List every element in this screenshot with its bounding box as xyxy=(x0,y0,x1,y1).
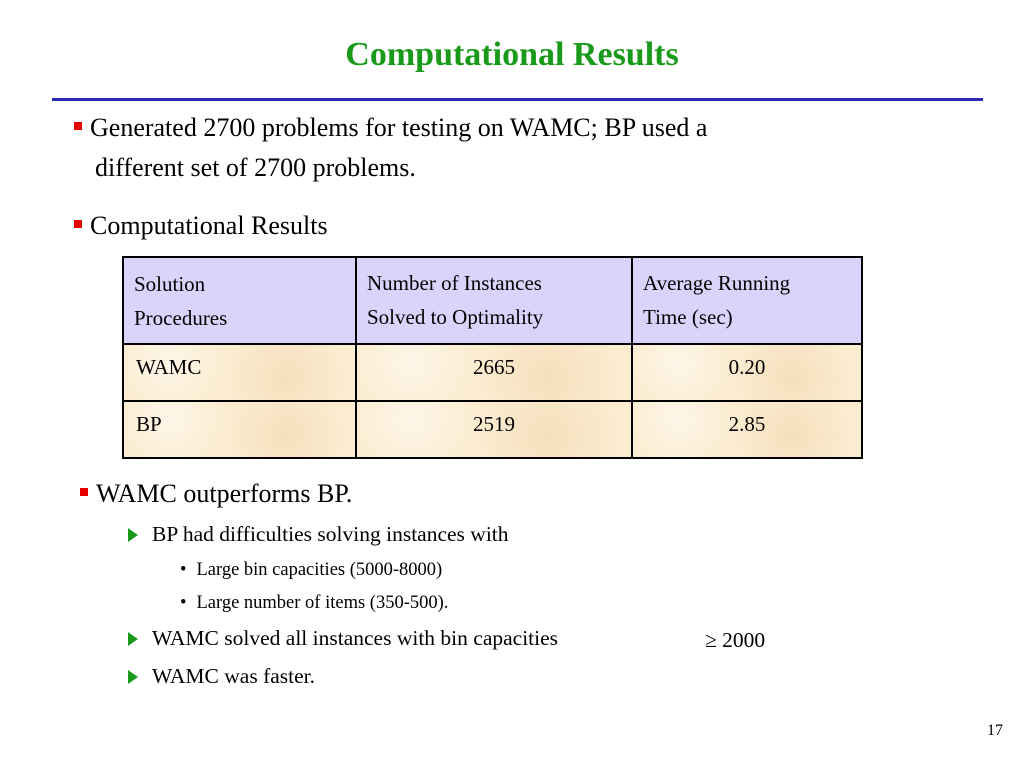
table-row xyxy=(123,344,862,401)
table-header-row xyxy=(123,257,862,344)
header-line: Procedures xyxy=(134,306,228,330)
table-row xyxy=(123,401,862,458)
sub-bullet-difficulties xyxy=(128,520,509,548)
capacity-threshold-math: ≥ 2000 xyxy=(705,628,766,652)
results-table xyxy=(122,256,863,459)
cell-time: 2.85 xyxy=(632,401,862,458)
bullet-generated xyxy=(74,108,707,148)
sub-bullet-text: BP had difficulties solving instances with xyxy=(152,522,509,546)
sub-bullet-text: WAMC was faster. xyxy=(152,664,316,688)
slide-title: Computational Results xyxy=(345,36,679,73)
header-line: Average Running xyxy=(643,271,791,295)
header-line: Solution xyxy=(134,272,206,296)
dot-bullet-icon: • xyxy=(180,560,187,580)
dot-bullet-icon: • xyxy=(180,593,187,613)
sub-bullet-solved-all xyxy=(128,624,558,652)
bullet-text: Computational Results xyxy=(90,211,328,240)
cell-time: 0.20 xyxy=(632,344,862,401)
bullet-computational-results xyxy=(74,206,328,246)
sub-bullet-text: WAMC solved all instances with bin capacities xyxy=(152,626,559,650)
square-bullet-icon xyxy=(74,220,82,228)
bullet-text: WAMC outperforms BP. xyxy=(96,479,353,508)
bullet-outperforms xyxy=(80,474,352,514)
header-line: Number of Instances xyxy=(367,271,542,295)
sub-sub-bullet-text: Large number of items (350-500). xyxy=(196,593,449,613)
cell-instances: 2665 xyxy=(356,344,632,401)
header-line: Solved to Optimality xyxy=(367,305,544,329)
sub-sub-bullet-items xyxy=(180,591,448,615)
header-solution-procedures xyxy=(123,257,356,344)
arrow-bullet-icon xyxy=(128,632,138,646)
title-divider xyxy=(52,98,983,101)
cell-procedure: WAMC xyxy=(123,344,356,401)
cell-procedure: BP xyxy=(123,401,356,458)
sub-sub-bullet-capacities xyxy=(180,558,442,582)
sub-sub-bullet-text: Large bin capacities (5000-8000) xyxy=(196,560,443,580)
arrow-bullet-icon xyxy=(128,670,138,684)
header-avg-running-time xyxy=(632,257,862,344)
arrow-bullet-icon xyxy=(128,528,138,542)
sub-bullet-faster xyxy=(128,662,315,690)
header-instances-solved xyxy=(356,257,632,344)
square-bullet-icon xyxy=(74,122,82,130)
cell-instances: 2519 xyxy=(356,401,632,458)
square-bullet-icon xyxy=(80,488,88,496)
bullet-generated-cont: different set of 2700 problems. xyxy=(95,153,416,182)
page-number: 17 xyxy=(987,722,1003,739)
bullet-text: Generated 2700 problems for testing on WAMC; BP used a xyxy=(90,113,708,142)
header-line: Time (sec) xyxy=(643,305,733,329)
